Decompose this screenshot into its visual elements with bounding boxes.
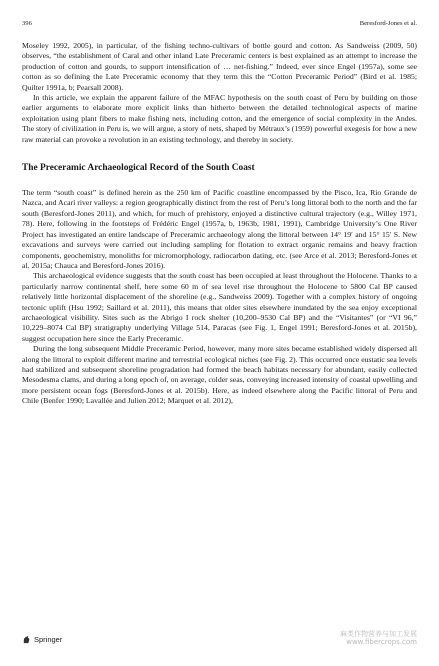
page-footer [22, 630, 417, 644]
publisher-name: Springer [34, 635, 63, 644]
running-header [22, 20, 417, 32]
springer-horse-icon [22, 635, 31, 644]
section-paragraph: During the long subsequent Middle Preceramic Period, however, many more sites became established widely dispersed all along the littoral to exploit different marine and terrestrial ecological niches (see Fig. 2). This occurred once eustatic sea levels had stabilized and subsequent shoreline progradation had formed the beach habitats necessary for abundant, easily collected Mesodesma clams, and during a long epoch of, on average, colder seas, conveying increased intensity of coastal upwelling and more persistent ocean fogs (Beresford-Jones et al. 2015b). Here, as indeed elsewhere along the Pacific littoral of Peru and Chile (Benfer 1990; Lavallée and Julien 2012; Marquet et al. 2012), [22, 344, 417, 406]
section-paragraph: This archaeological evidence suggests that the south coast has been occupied at least throughout the Holocene. Thanks to a particularly narrow continental shelf, here some 60 m of sea level rise throughout the Holocene to 5800 Cal BP caused relatively little horizontal displacement of the shoreline (e.g., Sandweiss 2009). Together with a complex history of ongoing tectonic uplift (Hsu 1992; Saillard et al. 2011), this means that older sites elsewhere inundated by the sea enjoy exceptional archaeological visibility. Sites such as the Abrigo I rock shelter (10,200–9530 Cal BP) and the “Visitantes” (or “VI 96,” 10,229–8074 Cal BP) stratigraphy underlying Village 514, Paracas (see Fig. 1, Engel 1991; Beresford-Jones et al. 2015b), suggest occupation here since the Early Preceramic. [22, 271, 417, 343]
page-number: 396 [22, 20, 32, 27]
paragraph-continued: Moseley 1992, 2005), in particular, of the fishing techno-cultivars of bottle gourd and cotton. As Sandweiss (2009, 50) observes, “the establishment of Caral and other inland Late Preceramic centers is best explained as an attempt to increase the production of cotton and gourds, to support intensification of … net-fishing.” Indeed, ever since Engel (1957a), some see cotton as so defining the Late Preceramic economy that they term this the “Cotton Preceramic Period” (Bird et al. 1985; Quilter 1991a, b; Pearsall 2008). [22, 41, 417, 92]
article-body [22, 41, 417, 407]
watermark-line2: www.fibercrops.com [346, 638, 417, 646]
section-paragraph: The term “south coast” is defined herein as the 250 km of Pacific coastline encompassed by the Pisco, Ica, Rio Grande de Nazca, and Acarí river valleys: a region geographically distinct from the rest of Peru’s long littoral both to the north and the far south (Beresford-Jones 2011), and which, for much of prehistory, enjoyed a distinctive cultural trajectory (e.g., Willey 1971, 78). Here, following in the footsteps of Frédéric Engel (1957a, b, 1963b, 1981, 1991), Cambridge University’s One River Project has investigated an entire landscape of Preceramic archaeology along the littoral between 14° 19′ and 15° 15′ S. New excavations and surveys were carried out including sampling for flotation to extract organic remains and heavy fraction components, geochemistry, monoliths for micromorphology, radiocarbon dating, etc. (see Arce et al. 2013; Beresford-Jones et al. 2015a; Chauca and Beresford-Jones 2016). [22, 188, 417, 270]
watermark [340, 630, 417, 646]
watermark-line1: 麻类作物营养与加工发展 [340, 630, 417, 638]
section-heading: The Preceramic Archaeological Record of the South Coast [22, 163, 255, 174]
paragraph: In this article, we explain the apparent failure of the MFAC hypothesis on the south coast of Peru by building on those earlier arguments to elaborate more explicit links than hitherto between the detailed technological aspects of marine exploitation using plant fibers to make fishing nets, including cotton, and the emergence of social complexity in the Andes. The story of civilization in Peru is, we will argue, a story of nets, shaped by Métraux’s (1959) powerful exegesis for how a new raw material can provoke a revolution in an existing technology, and thereby in society. [22, 93, 418, 144]
publisher-logo [22, 635, 62, 644]
running-head-authors: Beresford-Jones et al. [359, 20, 417, 27]
